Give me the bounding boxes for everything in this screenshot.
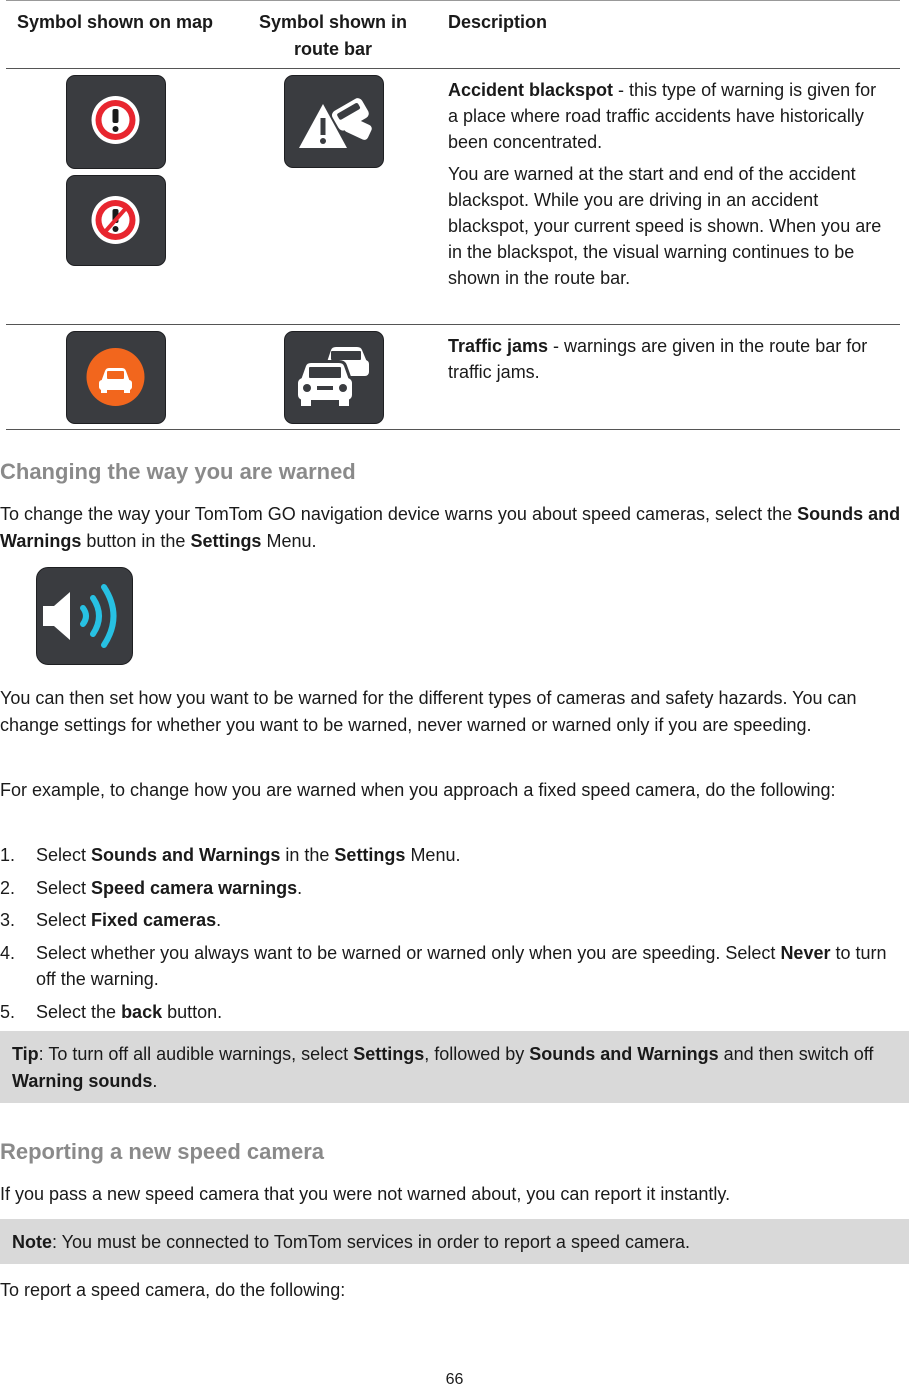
section2-para2: To report a speed camera, do the following: — [0, 1280, 346, 1300]
table-row-accident-blackspot — [6, 69, 900, 325]
step-4: 4. Select whether you always want to be warned or warned only when you are speeding. Select Never to turn off the warning. — [0, 942, 887, 989]
section1-para3: For example, to change how you are warned when you approach a fixed speed camera, do the following: — [0, 780, 836, 800]
sounds-and-warnings-icon — [36, 567, 133, 665]
traffic-jams-title: Traffic jams — [448, 336, 549, 356]
table-header-row — [6, 1, 900, 69]
header-map-symbol: Symbol shown on map — [16, 12, 213, 32]
section1-para2: You can then set how you want to be warned for the different types of cameras and safety hazards. You can change settings for whether you want to be warned, never warned or warned only if you are speeding. — [0, 688, 857, 735]
accident-route-bar-icon — [284, 75, 384, 168]
step-2: 2. Select Speed camera warnings. — [0, 877, 303, 898]
traffic-jams-text: - warnings are given in the route bar for traffic jams. — [448, 336, 868, 382]
section-heading-reporting-camera: Reporting a new speed camera — [0, 1139, 324, 1164]
tip-box: Tip: To turn off all audible warnings, select Settings, followed by Sounds and Warnings and then switch off Warning sounds. — [0, 1031, 909, 1103]
symbol-table — [6, 0, 900, 430]
step-1: 1. Select Sounds and Warnings in the Settings Menu. — [0, 845, 461, 865]
table-row-traffic-jams — [6, 325, 900, 430]
header-route-bar-symbol: Symbol shown in route bar — [258, 12, 407, 59]
header-description: Description — [448, 12, 548, 32]
section1-intro: To change the way your TomTom GO navigation device warns you about speed cameras, select the Sounds and Warnings button in the Settings Menu. — [0, 504, 901, 551]
steps-list — [0, 842, 906, 1031]
section-heading-changing-warnings: Changing the way you are warned — [0, 459, 356, 484]
accident-blackspot-title: Accident blackspot — [448, 80, 614, 100]
traffic-jams-description — [448, 333, 888, 391]
accident-blackspot-end-icon — [66, 175, 166, 266]
traffic-jam-map-icon — [66, 331, 166, 424]
note-box: Note: You must be connected to TomTom services in order to report a speed camera. — [0, 1219, 909, 1264]
accident-blackspot-warning-icon — [66, 75, 166, 169]
step-3: 3. Select Fixed cameras. — [0, 910, 222, 930]
accident-blackspot-description — [448, 77, 888, 297]
page-number: 66 — [445, 1371, 464, 1388]
traffic-jam-route-bar-icon — [284, 331, 384, 424]
accident-blackspot-text2: You are warned at the start and end of the accident blackspot. While you are driving in an accident blackspot, your current speed is shown. When you are in the blackspot, the visual warning continues to be shown in the route bar. — [448, 164, 882, 288]
section2-para1: If you pass a new speed camera that you were not warned about, you can report it instantly. — [0, 1184, 731, 1204]
step-5: 5. Select the back button. — [0, 1001, 223, 1022]
accident-blackspot-text: - this type of warning is given for a place where road traffic accidents have historically been concentrated. — [448, 80, 877, 152]
